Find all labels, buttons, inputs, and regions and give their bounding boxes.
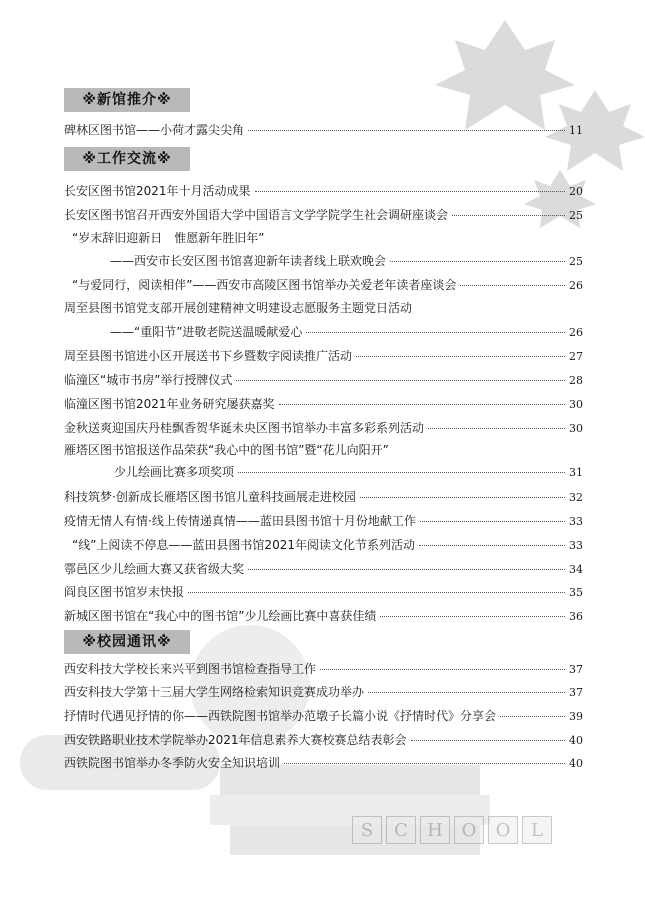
toc-entry[interactable] — [64, 394, 583, 414]
toc-entry-title: 鄠邑区少儿绘画大赛又获省级大奖 — [64, 562, 245, 576]
toc-entry-title: 科技筑梦·创新成长雁塔区图书馆儿童科技画展走进校园 — [64, 490, 356, 504]
dot-leader — [236, 380, 565, 381]
toc-entry-page: 33 — [569, 515, 583, 528]
toc-entry-title-line[interactable]: 雁塔区图书馆报送作品荣获“我心中的图书馆”暨“花儿向阳开” — [64, 443, 389, 457]
toc-entry-title: 临潼区“城市书房”举行授牌仪式 — [64, 373, 233, 387]
school-blocks-decoration — [352, 816, 552, 844]
dot-leader — [306, 332, 565, 333]
dot-leader — [419, 545, 565, 546]
letter-block: H — [420, 816, 450, 844]
toc-entry-title: 新城区图书馆在“我心中的图书馆”少儿绘画比赛中喜获佳绩 — [64, 609, 377, 623]
toc-entry[interactable] — [110, 322, 583, 342]
dot-leader — [411, 740, 565, 741]
toc-entry-title: ——“重阳节”进敬老院送温暖献爱心 — [110, 325, 303, 339]
toc-entry[interactable] — [64, 582, 583, 602]
dot-leader — [460, 285, 565, 286]
letter-block: S — [352, 816, 382, 844]
toc-entry-page: 30 — [569, 422, 583, 435]
toc-entry-title: 少儿绘画比赛多项奖项 — [114, 465, 235, 479]
toc-entry-page: 28 — [569, 374, 583, 387]
toc-entry[interactable] — [64, 706, 583, 726]
toc-entry[interactable] — [64, 487, 583, 507]
dot-leader — [428, 428, 565, 429]
toc-entry-page: 20 — [569, 185, 583, 198]
toc-entry[interactable] — [114, 462, 583, 482]
toc-entry-title-line[interactable]: 周至县图书馆党支部开展创建精神文明建设志愿服务主题党日活动 — [64, 301, 413, 315]
toc-entry-page: 25 — [569, 255, 583, 268]
toc-entry-title: 金秋送爽迎国庆丹桂飘香贺华诞未央区图书馆举办丰富多彩系列活动 — [64, 421, 425, 435]
toc-entry[interactable] — [64, 181, 583, 201]
toc-entry[interactable] — [72, 275, 583, 295]
toc-entry[interactable] — [64, 753, 583, 773]
dot-leader — [188, 592, 565, 593]
toc-entry-page: 31 — [569, 466, 583, 479]
toc-entry-page: 37 — [569, 686, 583, 699]
toc-entry-title: 临潼区图书馆2021年业务研究屡获嘉奖 — [64, 397, 275, 411]
dot-leader — [390, 261, 565, 262]
toc-entry[interactable] — [64, 346, 583, 366]
toc-entry-title: 长安区图书馆召开西安外国语大学中国语言文学学院学生社会调研座谈会 — [64, 208, 449, 222]
toc-entry-page: 35 — [569, 586, 583, 599]
dot-leader — [368, 692, 565, 693]
toc-entry[interactable] — [64, 120, 583, 140]
toc-entry-page: 39 — [569, 710, 583, 723]
section-header-work-exchange: ※工作交流※ — [64, 147, 190, 171]
toc-entry-page: 26 — [569, 326, 583, 339]
toc-entry-title: 西安科技大学校长来兴平到图书馆检查指导工作 — [64, 662, 317, 676]
toc-entry-page: 37 — [569, 663, 583, 676]
toc-entry-title: 西铁院图书馆举办冬季防火安全知识培训 — [64, 756, 281, 770]
dot-leader — [320, 669, 565, 670]
dot-leader — [500, 716, 565, 717]
toc-entry-page: 36 — [569, 610, 583, 623]
toc-entry[interactable] — [72, 535, 583, 555]
dot-leader — [248, 130, 565, 131]
toc-entry[interactable] — [64, 606, 583, 626]
dot-leader — [452, 215, 565, 216]
toc-entry[interactable] — [64, 205, 583, 225]
toc-entry[interactable] — [110, 251, 583, 271]
toc-entry-title: 周至县图书馆进小区开展送书下乡暨数字阅读推广活动 — [64, 349, 353, 363]
toc-entry-title: 西安铁路职业技术学院举办2021年信息素养大赛校赛总结表彰会 — [64, 733, 407, 747]
toc-entry-title: 碑林区图书馆——小荷才露尖尖角 — [64, 123, 245, 137]
dot-leader — [284, 763, 565, 764]
dot-leader — [380, 616, 565, 617]
dot-leader — [279, 404, 565, 405]
section-header-new-library: ※新馆推介※ — [64, 88, 190, 112]
toc-entry[interactable] — [64, 730, 583, 750]
toc-entry[interactable] — [64, 418, 583, 438]
toc-entry-title: “线”上阅读不停息——蓝田县图书馆2021年阅读文化节系列活动 — [72, 538, 415, 552]
toc-entry[interactable] — [64, 682, 583, 702]
toc-entry-page: 40 — [569, 757, 583, 770]
toc-entry[interactable] — [64, 370, 583, 390]
toc-entry-page: 40 — [569, 734, 583, 747]
toc-entry-title-line[interactable]: “岁末辞旧迎新日 惟愿新年胜旧年” — [72, 231, 265, 245]
dot-leader — [356, 356, 565, 357]
dot-leader — [248, 569, 565, 570]
dot-leader — [238, 472, 565, 473]
letter-block: L — [522, 816, 552, 844]
toc-entry-title: 长安区图书馆2021年十月活动成果 — [64, 184, 251, 198]
dot-leader — [360, 497, 565, 498]
dot-leader — [255, 191, 565, 192]
letter-block: C — [386, 816, 416, 844]
toc-entry[interactable] — [64, 511, 583, 531]
toc-entry[interactable] — [64, 659, 583, 679]
toc-entry-title: 抒情时代遇见抒情的你——西铁院图书馆举办范墩子长篇小说《抒情时代》分享会 — [64, 709, 497, 723]
toc-entry-title: 疫情无情人有情·线上传情递真情——蓝田县图书馆十月份地献工作 — [64, 514, 416, 528]
toc-entry-page: 30 — [569, 398, 583, 411]
letter-block: O — [488, 816, 518, 844]
toc-entry-title: 阎良区图书馆岁末快报 — [64, 585, 185, 599]
section-header-campus-news: ※校园通讯※ — [64, 630, 190, 654]
toc-entry-page: 34 — [569, 563, 583, 576]
toc-entry-page: 32 — [569, 491, 583, 504]
toc-entry-title: “与爱同行，阅读相伴”——西安市高陵区图书馆举办关爱老年读者座谈会 — [72, 278, 457, 292]
toc-entry-page: 27 — [569, 350, 583, 363]
toc-entry-page: 25 — [569, 209, 583, 222]
letter-block: O — [454, 816, 484, 844]
toc-entry-page: 26 — [569, 279, 583, 292]
toc-entry-page: 33 — [569, 539, 583, 552]
toc-entry-title: ——西安市长安区图书馆喜迎新年读者线上联欢晚会 — [110, 254, 387, 268]
toc-entry-title: 西安科技大学第十三届大学生网络检索知识竞赛成功举办 — [64, 685, 365, 699]
toc-entry-page: 11 — [569, 124, 583, 137]
dot-leader — [420, 521, 565, 522]
toc-entry[interactable] — [64, 559, 583, 579]
